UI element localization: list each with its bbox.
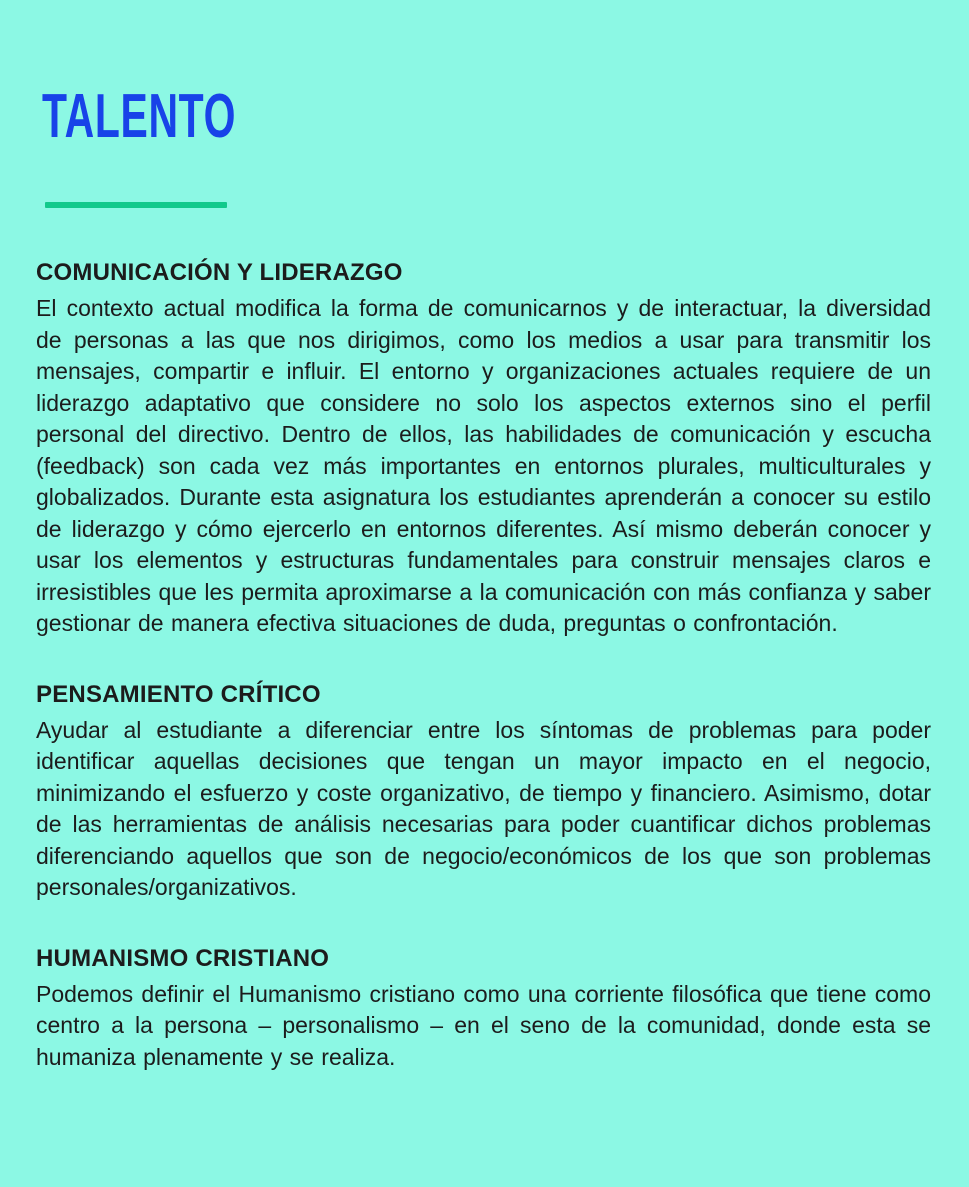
section-body-comunicacion: El contexto actual modifica la forma de comunicarnos y de interactuar, la diversidad de personas a las que nos dirigimos, como los medios a usar para transmitir los mensajes, compartir e influir. El entorno y organizaciones actuales requiere de un liderazgo adaptativo que considere no solo los aspectos externos sino el perfil personal del directivo. Dentro de ellos, las habilidades de comunicación y escucha (feedback) son cada vez más importantes en entornos plurales, multiculturales y globalizados. Durante esta asignatura los estudiantes aprenderán a conocer su estilo de liderazgo y cómo ejercerlo en entornos diferentes. Así mismo deberán conocer y usar los elementos y estructuras fundamentales para construir mensajes claros e irresistibles que les permita aproximarse a la comunicación con más confianza y saber gestionar de manera efectiva situaciones de duda, preguntas o confrontación. [36, 295, 931, 636]
section-body-pensamiento: Ayudar al estudiante a diferenciar entre los síntomas de problemas para poder identificar aquellas decisiones que tengan un mayor impacto en el negocio, minimizando el esfuerzo y coste organizativo, de tiempo y financiero. Asimismo, dotar de las herramientas de análisis necesarias para poder cuantificar dichos problemas diferenciando aquellos que son de negocio/económicos de los que son problemas personales/organizativos. [36, 716, 931, 900]
title-underline-divider [45, 202, 227, 208]
section-heading-pensamiento: PENSAMIENTO CRÍTICO [36, 680, 321, 708]
page-title: TALENTO [42, 82, 237, 151]
section-pensamiento-critico [36, 680, 931, 904]
section-heading-comunicacion: COMUNICACIÓN Y LIDERAZGO [36, 259, 403, 286]
section-comunicacion-y-liderazgo [36, 258, 931, 640]
section-heading-humanismo: HUMANISMO CRISTIANO [36, 944, 330, 972]
section-body-humanismo: Podemos definir el Humanismo cristiano como una corriente filosófica que tiene como centro a la persona – personalismo – en el seno de la comunidad, donde esta se humaniza plenamente y se realiza. [36, 980, 931, 1070]
section-humanismo-cristiano [36, 944, 931, 1074]
